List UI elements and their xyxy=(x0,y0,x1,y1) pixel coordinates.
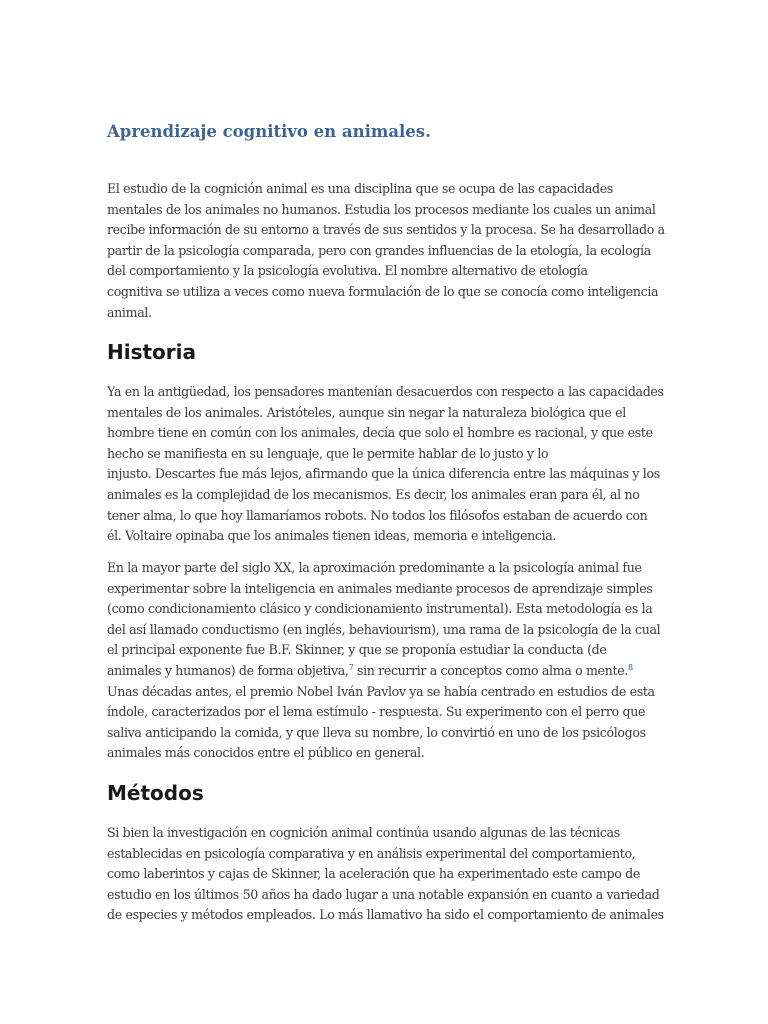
text-line-with-refs xyxy=(107,661,687,682)
intro-paragraph xyxy=(107,179,687,323)
text-line: animales más conocidos entre el público en general. xyxy=(107,745,425,761)
text-line: hecho se manifiesta en su lenguaje, que le permite hablar de lo justo y lo xyxy=(107,445,549,461)
text-line: tener alma, lo que hoy llamaríamos robots. No todos los filósofos estaban de acuerdo con xyxy=(107,507,648,523)
text-line: saliva anticipando la comida, y que lleva su nombre, lo convirtió en uno de los psicólogos xyxy=(107,724,646,740)
metodos-heading: Métodos xyxy=(107,781,204,805)
text-line: El estudio de la cognición animal es una disciplina que se ocupa de las capacidades xyxy=(107,181,613,196)
text-line: del comportamiento y la psicología evolutiva. El nombre alternativo de etología xyxy=(107,263,588,279)
text-line: Si bien la investigación en cognición animal continúa usando algunas de las técnicas xyxy=(107,825,620,840)
document-title: Aprendizaje cognitivo en animales. xyxy=(107,122,431,141)
text-line: hombre tiene en común con los animales, decía que solo el hombre es racional, y que este xyxy=(107,425,653,441)
metodos-paragraph xyxy=(107,823,687,926)
text-line: animal. xyxy=(107,304,152,320)
text-line: cognitiva se utiliza a veces como nueva formulación de lo que se conocía como inteligencia xyxy=(107,283,659,299)
text-line: del así llamado conductismo (en inglés, behaviourism), una rama de la psicología de la cual xyxy=(107,621,661,637)
text-line: animales es la complejidad de los mecanismos. Es decir, los animales eran para él, al no xyxy=(107,486,640,502)
text-line: de especies y métodos empleados. Lo más llamativo ha sido el comportamiento de animales xyxy=(107,907,664,923)
text-line: él. Voltaire opinaba que los animales tienen ideas, memoria e inteligencia. xyxy=(107,528,557,544)
text-line: experimentar sobre la inteligencia en animales mediante procesos de aprendizaje simples xyxy=(107,580,653,596)
text-line: Ya en la antigüedad, los pensadores mantenían desacuerdos con respecto a las capacidades xyxy=(107,384,664,399)
text-line: como laberintos y cajas de Skinner, la aceleración que ha experimentado este campo de xyxy=(107,866,640,882)
reference-link-7[interactable]: 7 xyxy=(348,662,354,672)
text-line: Unas décadas antes, el premio Nobel Iván Pavlov ya se había centrado en estudios de esta xyxy=(107,683,655,699)
text-line: (como condicionamiento clásico y condicionamiento instrumental). Esta metodología es la xyxy=(107,601,653,617)
text-line: injusto. Descartes fue más lejos, afirmando que la única diferencia entre las máquinas y los xyxy=(107,466,660,482)
text-segment: sin recurrir a conceptos como alma o mente. xyxy=(353,662,628,678)
text-line: mentales de los animales. Aristóteles, aunque sin negar la naturaleza biológica que el xyxy=(107,404,626,420)
text-line: establecidas en psicología comparativa y en análisis experimental del comportamiento, xyxy=(107,845,636,861)
text-line: recibe información de su entorno a través de sus sentidos y la procesa. Se ha desarrollado a xyxy=(107,222,665,238)
text-line: partir de la psicología comparada, pero con grandes influencias de la etología, la ecología xyxy=(107,242,651,258)
historia-paragraph-2 xyxy=(107,558,687,764)
reference-link-8[interactable]: 8 xyxy=(627,662,633,672)
historia-heading: Historia xyxy=(107,340,197,364)
historia-paragraph-1 xyxy=(107,382,687,547)
text-line: el principal exponente fue B.F. Skinner, y que se proponía estudiar la conducta (de xyxy=(107,642,607,658)
text-line: En la mayor parte del siglo XX, la aproximación predominante a la psicología animal fue xyxy=(107,560,642,575)
text-segment: animales y humanos) de forma objetiva, xyxy=(107,662,349,678)
text-line: índole, caracterizados por el lema estímulo - respuesta. Su experimento con el perro que xyxy=(107,704,646,720)
text-line: estudio en los últimos 50 años ha dado lugar a una notable expansión en cuanto a variedad xyxy=(107,886,660,902)
text-line: mentales de los animales no humanos. Estudia los procesos mediante los cuales un animal xyxy=(107,201,656,217)
